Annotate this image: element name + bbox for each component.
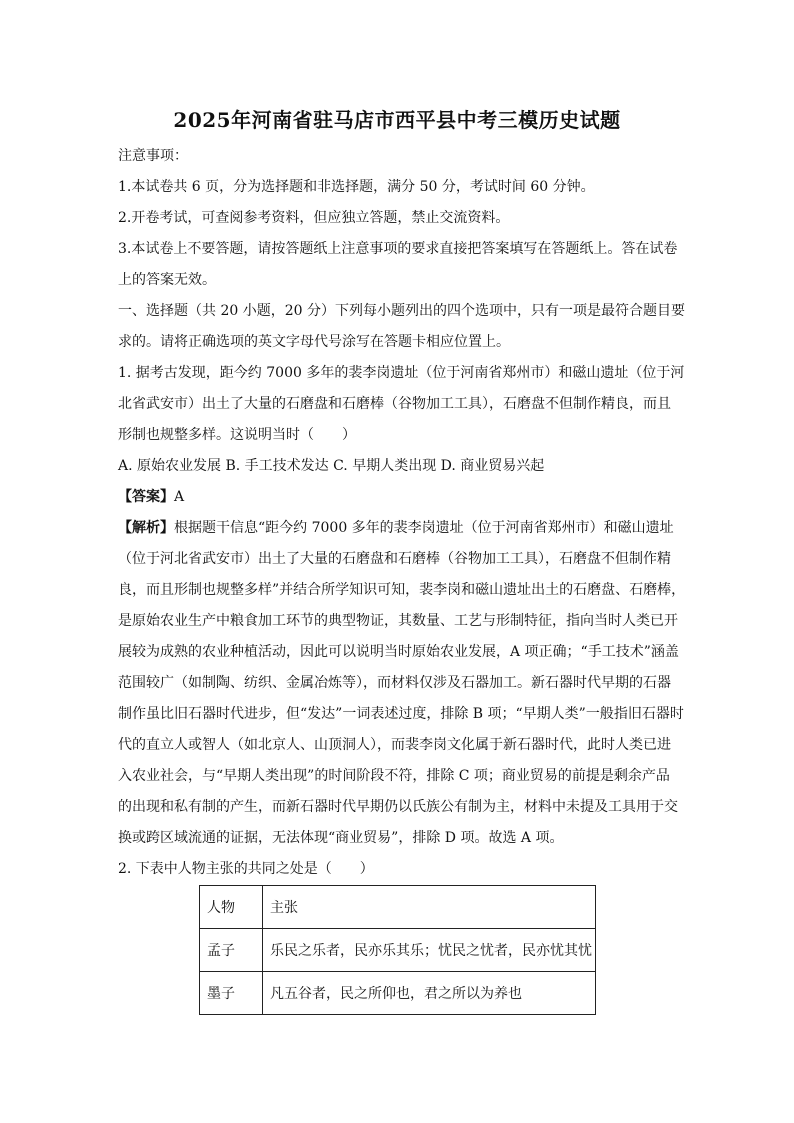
notice-item: 上的答案无效。 (118, 272, 216, 288)
notice-item: 1.本试卷共 6 页，分为选择题和非选择题，满分 50 分，考试时间 60 分钟。 (118, 179, 595, 195)
analysis-text: 是原始农业生产中粮食加工环节的典型物证，其数量、工艺与形制特征，指向当时人类已开 (118, 613, 678, 629)
table-cell: 孟子 (200, 929, 263, 972)
notice-item: 3.本试卷上不要答题，请按答题纸上注意事项的要求直接把答案填写在答题纸上。答在试卷 (118, 241, 678, 257)
analysis-label: 【解析】 (118, 520, 174, 536)
analysis-line (118, 519, 678, 537)
table-cell: 凡五谷者，民之所仰也，君之所以为养也 (263, 972, 596, 1015)
section-heading: 求的。请将正确选项的英文字母代号涂写在答题卡相应位置上。 (118, 334, 510, 350)
table-cell: 乐民之乐者，民亦乐其乐；忧民之忧者，民亦忧其忧 (263, 929, 596, 972)
table-cell: 墨子 (200, 972, 263, 1015)
notice-heading: 注意事项： (118, 148, 188, 164)
table-row (200, 972, 596, 1015)
analysis-text: 的出现和私有制的产生，而新石器时代早期仍以氏族公有制为主，材料中未提及工具用于交 (118, 799, 678, 815)
notice-item: 2.开卷考试，可查阅参考资料，但应独立答题，禁止交流资料。 (118, 210, 510, 226)
analysis-text: 良，而且形制也规整多样”并结合所学知识可知，裴李岗和磁山遗址出土的石磨盘、石磨棒， (118, 582, 686, 598)
answer-line (118, 488, 678, 506)
analysis-text: 根据题干信息“距今约 7000 多年的裴李岗遗址（位于河南省郑州市）和磁山遗址 (174, 520, 674, 536)
question-1-stem: 1. 据考古发现，距今约 7000 多年的裴李岗遗址（位于河南省郑州市）和磁山遗址（位于河 (118, 365, 685, 381)
answer-value: A (174, 489, 185, 505)
question-2-stem: 2. 下表中人物主张的共同之处是（ ） (118, 861, 374, 877)
analysis-text: 入农业社会，与“早期人类出现”的时间阶段不符，排除 C 项；商业贸易的前提是剩余产品 (118, 768, 670, 784)
question-1-stem: 形制也规整多样。这说明当时（ ） (118, 427, 356, 443)
table-header-row (200, 886, 596, 929)
table-header-cell: 主张 (263, 886, 596, 929)
analysis-text: 范围较广（如制陶、纺织、金属冶炼等），而材料仅涉及石器加工。新石器时代早期的石器 (118, 675, 671, 691)
answer-label: 【答案】 (118, 489, 174, 505)
page-title: 2025年河南省驻马店市西平县中考三模历史试题 (173, 108, 621, 132)
analysis-text: 换或跨区域流通的证据，无法体现“商业贸易”，排除 D 项。故选 A 项。 (118, 830, 564, 846)
section-heading: 一、选择题（共 20 小题，20 分）下列每小题列出的四个选项中，只有一项是最符合题目要 (118, 303, 685, 319)
question-1-stem: 北省武安市）出土了大量的石磨盘和石磨棒（谷物加工工具），石磨盘不但制作精良，而且 (118, 396, 671, 412)
analysis-text: 代的直立人或智人（如北京人、山顶洞人），而裴李岗文化属于新石器时代，此时人类已进 (118, 737, 671, 753)
table-header-cell: 人物 (200, 886, 263, 929)
analysis-text: 展较为成熟的农业种植活动，因此可以说明当时原始农业发展，A 项正确；“手工技术”涵盖 (118, 644, 679, 660)
analysis-text: （位于河北省武安市）出土了大量的石磨盘和石磨棒（谷物加工工具），石磨盘不但制作精 (118, 551, 671, 567)
analysis-text: 制作虽比旧石器时代进步，但“发达”一词表述过度，排除 B 项；“早期人类”一般指旧石器时 (118, 706, 684, 722)
question-1-options: A. 原始农业发展 B. 手工技术发达 C. 早期人类出现 D. 商业贸易兴起 (118, 458, 545, 474)
question-2-table (199, 885, 596, 1015)
table-row (200, 929, 596, 972)
